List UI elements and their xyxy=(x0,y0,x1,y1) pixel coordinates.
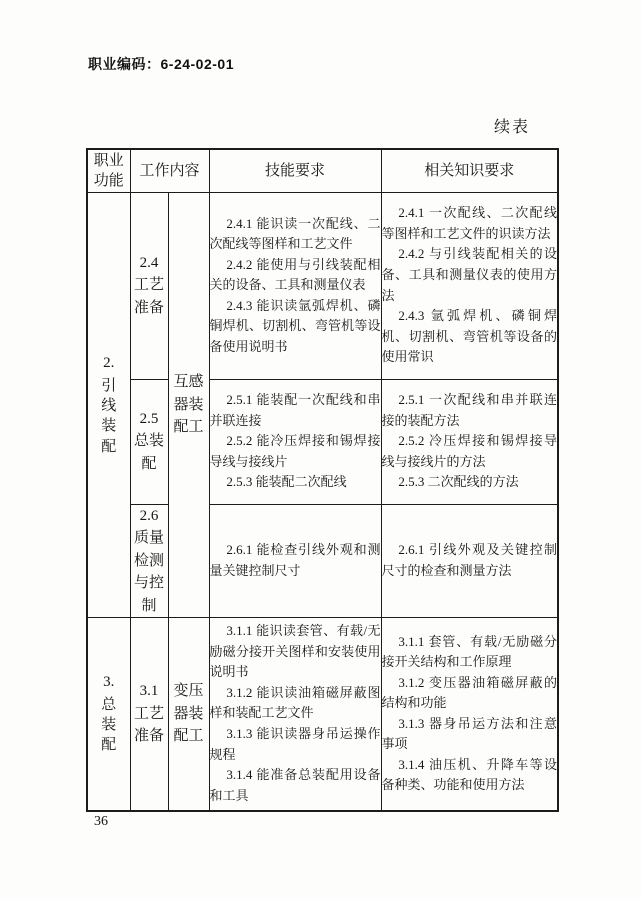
column-header-knowledge-requirements: 相关知识要求 xyxy=(381,149,558,192)
table-row xyxy=(87,504,558,618)
task-cell-2-6: 2.6 质量检测与控制 xyxy=(130,504,168,618)
knowledge-item: 3.1.4 油压机、升降车等设备种类、功能和使用方法 xyxy=(381,756,558,793)
skill-item: 2.4.1 能识读一次配线、二次配线等图样和工艺文件 xyxy=(209,215,381,252)
knowledge-item: 2.5.1 一次配线和串并联连接的装配方法 xyxy=(381,392,558,428)
knowledge-cell-3-1 xyxy=(381,618,558,811)
column-header-work-content: 工作内容 xyxy=(130,149,209,192)
function-number: 2. xyxy=(103,354,115,371)
knowledge-item: 2.5.2 冷压焊接和锡焊接导线与接线片的方法 xyxy=(381,433,558,469)
column-header-skill-requirements: 技能要求 xyxy=(209,149,381,192)
skill-item: 3.1.1 能识读套管、有载/无励磁分接开关图样和安装使用说明书 xyxy=(209,623,381,680)
skills-cell-2-4 xyxy=(209,192,381,379)
function-name: 总装配 xyxy=(101,696,117,754)
continuation-label: 续表 xyxy=(494,119,531,136)
function-cell-lead-wire-assembly xyxy=(87,192,130,618)
skill-item: 2.6.1 能检查引线外观和测量关键控制尺寸 xyxy=(209,542,381,578)
knowledge-cell-2-4 xyxy=(381,192,558,379)
table-header-row xyxy=(87,149,558,192)
function-cell-general-assembly xyxy=(87,618,130,811)
knowledge-item: 3.1.2 变压器油箱磁屏蔽的结构和功能 xyxy=(381,674,558,711)
skill-item: 3.1.2 能识读油箱磁屏蔽图样和装配工艺文件 xyxy=(209,684,381,721)
knowledge-item: 2.5.3 二次配线的方法 xyxy=(398,474,519,490)
skill-item: 2.5.3 能装配二次配线 xyxy=(226,474,347,490)
knowledge-item: 3.1.1 套管、有载/无励磁分接开关结构和工作原理 xyxy=(381,633,558,670)
skill-item: 2.4.3 能识读氩弧焊机、磷铜焊机、切割机、弯管机等设备使用说明书 xyxy=(209,297,381,354)
skill-item: 2.5.2 能冷压焊接和锡焊接导线与接线片 xyxy=(209,433,381,469)
table-row xyxy=(87,192,558,379)
knowledge-cell-2-5 xyxy=(381,379,558,504)
worker-cell-transformer-instrument-assembler: 互感器装配工 xyxy=(168,192,209,618)
function-number: 3. xyxy=(103,673,115,690)
skill-item: 2.4.2 能使用与引线装配相关的设备、工具和测量仪表 xyxy=(209,256,381,293)
page-number: 36 xyxy=(94,814,108,829)
skills-cell-2-5 xyxy=(209,379,381,504)
knowledge-item: 2.4.3 氩弧焊机、磷铜焊机、切割机、弯管机等设备的使用常识 xyxy=(381,308,558,365)
function-name: 引线装配 xyxy=(101,377,117,455)
skills-cell-3-1 xyxy=(209,618,381,811)
occupation-code: 职业编码：6-24-02-01 xyxy=(88,56,234,72)
table-row xyxy=(87,618,558,811)
knowledge-item: 2.4.1 一次配线、二次配线等图样和工艺文件的识读方法 xyxy=(381,205,558,241)
worker-cell-transformer-assembler: 变压器装配工 xyxy=(168,618,209,811)
occupational-standard-table xyxy=(86,148,559,812)
skill-item: 3.1.3 能识读器身吊运操作规程 xyxy=(209,726,381,762)
knowledge-item: 2.4.2 与引线装配相关的设备、工具和测量仪表的使用方法 xyxy=(381,246,558,303)
knowledge-item: 2.6.1 引线外观及关键控制尺寸的检查和测量方法 xyxy=(381,542,558,578)
knowledge-item: 3.1.3 器身吊运方法和注意事项 xyxy=(381,715,558,752)
task-cell-3-1: 3.1 工艺准备 xyxy=(130,618,168,811)
skill-item: 3.1.4 能准备总装配用设备和工具 xyxy=(209,767,381,803)
table-row xyxy=(87,379,558,504)
task-cell-2-5: 2.5 总装配 xyxy=(130,379,168,504)
task-cell-2-4: 2.4 工艺准备 xyxy=(130,192,168,379)
skill-item: 2.5.1 能装配一次配线和串并联连接 xyxy=(209,392,381,428)
knowledge-cell-2-6 xyxy=(381,504,558,618)
column-header-job-function: 职业功能 xyxy=(87,149,130,192)
skills-cell-2-6 xyxy=(209,504,381,618)
